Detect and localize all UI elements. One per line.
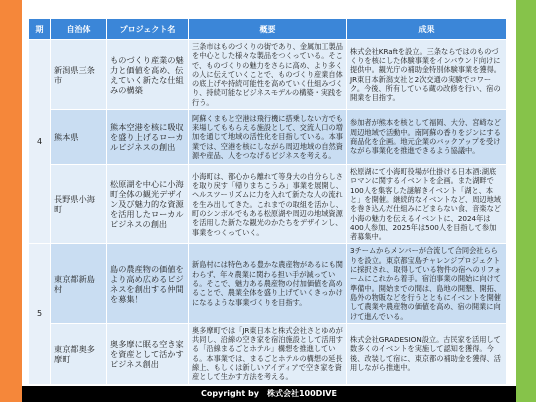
left-accent-bar [0,0,22,402]
table-row [29,244,507,323]
table-header-row [29,19,507,40]
summary-cell: 三条市はものづくりの街であり、金属加工製品を中心とした様々な製品をつくっている。そこで、ものづくりの魅力をさらに高め、より多くの人に伝えていくことで、ものづくり産業自体の底上げや持続可能性を高めていく仕組みづくり、持続可能なビジネスモデルの構築・実践を行う。 [189,40,347,110]
municipality-cell: 東京都奥多摩町 [51,323,107,384]
header-period: 期 [29,19,51,40]
municipality-cell: 熊本県 [51,110,107,165]
project-cell: 奥多摩に眠る空き家を資産として活かすビジネス創出 [107,323,189,384]
header-summary: 概要 [189,19,347,40]
top-margin [22,0,516,10]
project-cell: 松原湖を中心に小海町全体の観光デザイン及び魅力的な資源を活用したローカルビジネスの創出 [107,165,189,244]
project-cell: 島の農産物の価値をより高め広めるビジネスを創出する仲間を募集！ [107,244,189,323]
summary-cell: 奥多摩町では「JR東日本と株式会社さとゆめが共同し、沿線の空き家を宿泊施設として活用する「沿線まるごとホテル」構想を推進している。本事業では、まるごとホテルの構想の延長線上、もしくは新しいアイディアで空き家を資産として生かす方法を考える。 [189,323,347,384]
result-cell: 参加者が熊本を核として福岡、大分、宮崎など周辺地域で活動中。南阿蘇の香りをジンにする商品化を企画。地元企業のバックアップを受けながら事業化を推進できるよう協議中。 [347,110,507,165]
result-cell: 株式会社KRaftを設立。三条ならではのものづくりを核にした体験事業をインバウンド向けに提供中。観光庁の補助金特別体験事業を獲得。JR東日本新潟支社と2次交通の実験でコワーク。今後、所有している蔵の改修を行い、宿の開業を目指す。 [347,40,507,110]
period-cell: 5 [29,244,51,384]
summary-cell: 小海町は、都心から離れて等身大の自分らしさを取り戻す「帰りまちこうみ」事業を展開し、ヘルスツーリズムに力を入れて新たな人の流れを生み出してきた。これまでの取組を活かし、町のシンボルでもある松原湖や周辺の地域資源を活用した新たな観光のかたちをデザインし、事業をつくっていく。 [189,165,347,244]
header-result: 成果 [347,19,507,40]
header-municipality: 自治体 [51,19,107,40]
summary-cell: 阿蘇くまもと空港は飛行機に搭乗しない方でも来場してももらえる施設として、交流人口の増加を通じて地域の活性化を目指している。本事業では、空港を核にしながら周辺地域の自然資源や産品、人をつなげるビジネスを考える。 [189,110,347,165]
municipality-cell: 新潟県三条市 [51,40,107,110]
municipality-cell: 長野県小海町 [51,165,107,244]
table-row [29,40,507,110]
project-table [28,18,507,385]
result-cell: 松原湖にて小海町役場が仕掛ける日本酒:湖底ロマンに関するイベントを企画。また湖畔で100人を集客した謎解きイベント「湖と、本と」を開催。継続的なイベントなど、周辺地域を巻き込んだ仕組みにどまらない食、音楽など小海の魅力を伝えるイベントに、2024年は400人参加、2025年は500人を目指して参加者募集中。 [347,165,507,244]
table-row [29,165,507,244]
summary-cell: 新島村には特色ある豊かな農産物があるにも関わらず、年々農業に関わる担い手が減っている。そこで、魅力ある農産物の付加価値を高めることで、農業全体を盛り上げていくきっかけになるような事業づくりを目指す。 [189,244,347,323]
result-cell: 3チームからメンバーが合流して合同会社ららりを設立。東京都宝島チャレンジプロジェクトに採択され、取得している物件の宿へのリフォームにこれから着手。宿泊事業の開始に向けて準備中。開始までの間は、島地の開墾、開拓、島外の物販などを行うとともにイベントを開催して農業や農産物の価値を高め、宿の開業に向けて進んでいる。 [347,244,507,323]
project-cell: ものづくり産業の魅力と価値を高め、伝えていく新たな仕組みの構築 [107,40,189,110]
table-row [29,110,507,165]
result-cell: 株式会社GRADESION設立。古民家を活用して数多くのイベントを実施して認知を獲得。今後、改装して宿に、東京都の補助金を獲得、活用しながら推進中。 [347,323,507,384]
header-project: プロジェクト名 [107,19,189,40]
right-accent-bar [516,0,536,402]
project-cell: 熊本空港を核に吸収を盛り上げるローカルビジネスの創出 [107,110,189,165]
table-row [29,323,507,384]
period-cell: 4 [29,40,51,244]
municipality-cell: 東京都新島村 [51,244,107,323]
copyright-footer: Copyright by 株式会社100DIVE [22,386,516,402]
